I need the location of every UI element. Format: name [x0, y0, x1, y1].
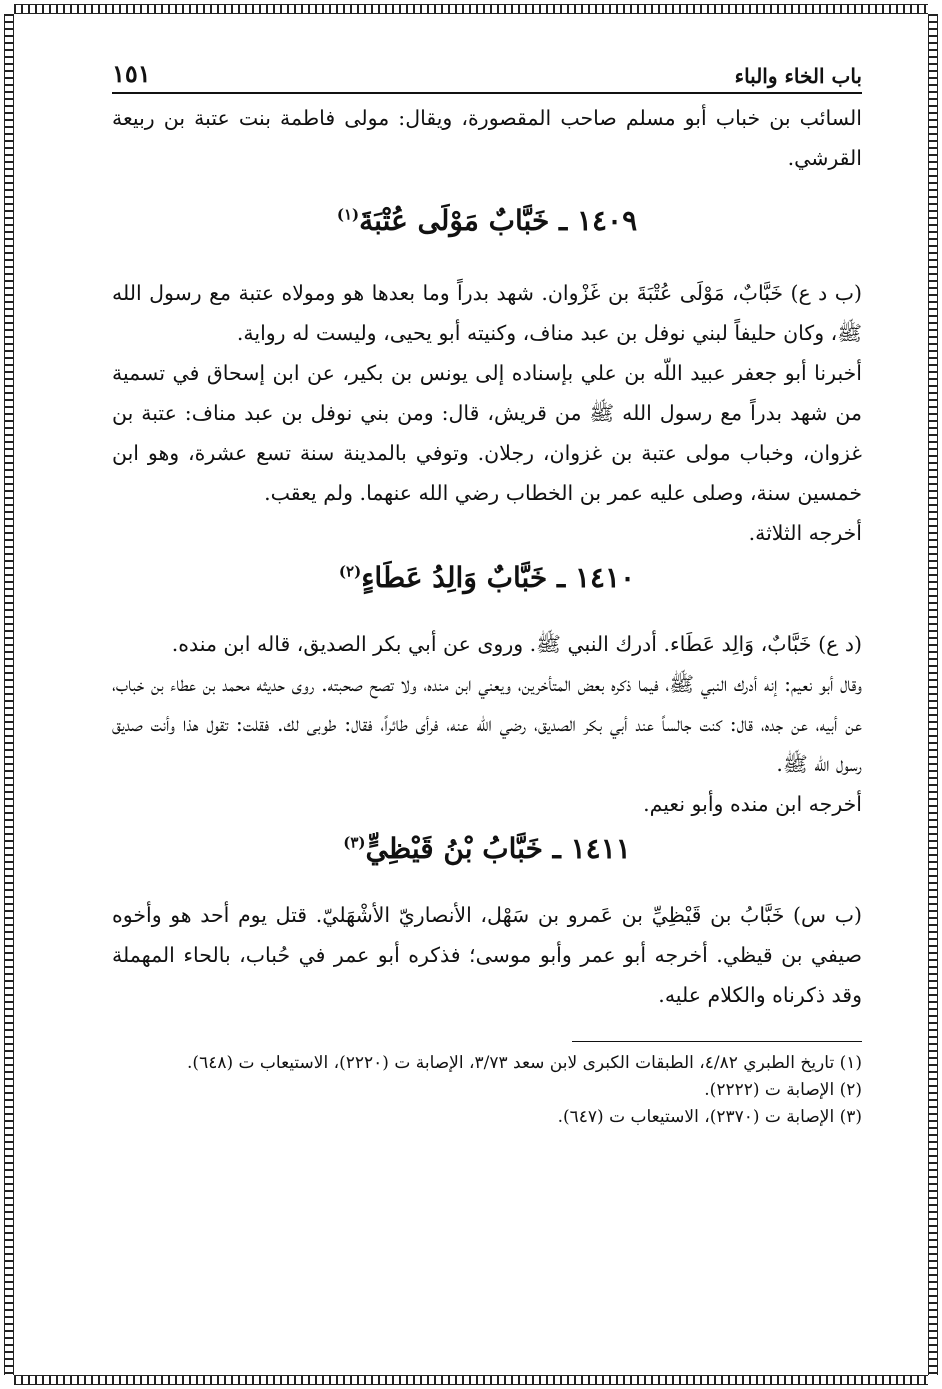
- entry-1411-para-1: (ب س) خَبَّابُ بن قَيْظِيِّ بن عَمرو بن سَهْل، الأنصاريّ الأشْهَليّ. قتل يوم أحد هو وأخوه صيفي بن قيظي. أخرجه أبو عمر وأبو موسى؛ فذكره أبو عمر في حُباب، بالحاء المهملة وقد ذكرناه والكلام عليه.: [112, 903, 862, 1007]
- entry-1410-para-1: (د ع) خَبَّابٌ، وَالِد عَطَاء. أدرك النبي ﷺ. وروى عن أبي بكر الصديق، قاله ابن منده.: [171, 632, 862, 656]
- footnote-mark-2: (٢): [338, 562, 362, 581]
- bottom-border: [14, 1375, 928, 1385]
- entry-1409-para-1: (ب د ع) خَبَّابٌ، مَوْلَى عُتْبَةَ بن غَزْوان. شهد بدراً وما بعدها هو ومولاه عتبة مع رسول الله ﷺ، وكان حليفاً لبني نوفل بن عبد مناف، وكنيته أبو يحيى، وليست له رواية.: [112, 281, 862, 345]
- left-border: [4, 14, 14, 1375]
- footnote-mark-1: (١): [336, 205, 360, 224]
- chapter-title: باب الخاء والباء: [734, 64, 862, 88]
- intro-paragraph: السائب بن خباب أبو مسلم صاحب المقصورة، ويقال: مولى فاطمة بنت عتبة بن ربيعة القرشي.: [112, 106, 862, 170]
- entry-1410-para-3: أخرجه ابن منده وأبو نعيم.: [643, 792, 862, 816]
- entry-1409-para-2: أخبرنا أبو جعفر عبيد اللّه بن علي بإسناده إلى يونس بن بكير، عن ابن إسحاق في تسمية من شهد بدراً مع رسول الله ﷺ من قريش، قال: ومن بني نوفل بن عبد مناف: عتبة بن غزوان، وخباب مولى عتبة بن غزوان، رجلان. وتوفي بالمدينة سنة تسع عشرة، وهو ابن خمسين سنة، وصلى عليه عمر بن الخطاب رضي الله عنهما. ولم يعقب.: [112, 361, 862, 505]
- entry-1411-heading: [112, 832, 862, 865]
- footnote-1: (١) تاريخ الطبري ٤/٨٢، الطبقات الكبرى لابن سعد ٣/٧٣، الإصابة ت (٢٢٢٠)، الاستيعاب ت (٦٤٨).: [187, 1053, 862, 1073]
- footnote-mark-3: (٣): [343, 833, 366, 852]
- entry-1410-heading: [112, 561, 862, 594]
- page-number: ١٥١: [112, 59, 151, 88]
- top-border: [14, 4, 928, 14]
- entry-1409-para-3: أخرجه الثلاثة.: [748, 521, 862, 545]
- entry-1411-title: ١٤١١ ـ خَبَّابُ بْنُ قَيْظِيٍّ: [365, 832, 631, 865]
- entry-1409-title: ١٤٠٩ ـ خَبَّابٌ مَوْلَى عُتْبَةَ: [359, 204, 638, 237]
- entry-1410-para-2: وقال أبو نعيم: إنه أدرك النبي ﷺ، فيما ذكره بعض المتأخرين، ويعني ابن منده، ولا تصح صحبته. روى حديثه محمد بن عطاء بن خباب، عن أبيه، عن جده، قال: كنت جالساً عند أبي بكر الصديق، رضي الله عنه، فرأى طائراً، فقال: طوبى لك. فقلت: تقول هذا وأنت صديق رسول الله ﷺ.: [112, 672, 862, 776]
- page-header: [112, 58, 862, 94]
- footnote-2: (٢) الإصابة ت (٢٢٢٢).: [704, 1080, 862, 1100]
- right-border: [928, 14, 938, 1375]
- entry-1410-title: ١٤١٠ ـ خَبَّابٌ وَالِدُ عَطَاءٍ: [361, 561, 636, 594]
- footnote-divider: [572, 1041, 862, 1042]
- entry-1409-heading: [112, 204, 862, 237]
- footnote-3: (٣) الإصابة ت (٢٣٧٠)، الاستيعاب ت (٦٤٧).: [557, 1107, 862, 1127]
- page-content: [112, 58, 862, 1309]
